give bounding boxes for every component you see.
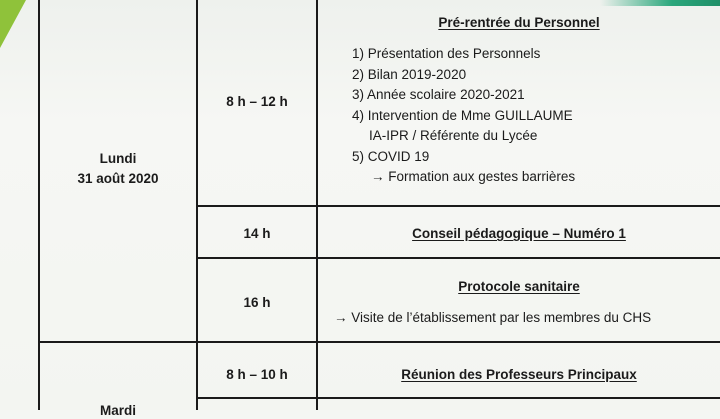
row-4-title: Réunion des Professeurs Principaux xyxy=(401,367,637,382)
row-divider-1 xyxy=(196,205,720,207)
row-1-agenda-list xyxy=(352,44,575,188)
date-label: 31 août 2020 xyxy=(77,171,159,186)
green-corner-decoration xyxy=(0,0,26,48)
row-2-title: Conseil pédagogique – Numéro 1 xyxy=(412,226,626,241)
agenda-item: 5) COVID 19 xyxy=(352,148,430,164)
agenda-item: 4) Intervention de Mme GUILLAUME xyxy=(352,107,573,123)
row-3-time: 16 h xyxy=(243,295,271,310)
row-3-title: Protocole sanitaire xyxy=(458,279,580,294)
row-2-time: 14 h xyxy=(243,226,271,241)
next-day-label: Mardi xyxy=(99,403,136,418)
agenda-item: 1) Présentation des Personnels xyxy=(352,46,541,61)
row-divider-4 xyxy=(196,397,720,399)
row-4-time: 8 h – 10 h xyxy=(226,367,288,382)
row-1-title: Pré-rentrée du Personnel xyxy=(438,15,600,30)
agenda-item: 2) Bilan 2019-2020 xyxy=(352,66,467,82)
agenda-item: IA-IPR / Référente du Lycée xyxy=(369,128,538,143)
teal-corner-decoration xyxy=(600,0,720,6)
row-divider-3 xyxy=(38,341,720,343)
row-1-time: 8 h – 12 h xyxy=(226,94,288,109)
day-label: Lundi xyxy=(99,151,137,166)
agenda-subitem: → Formation aux gestes barrières xyxy=(371,169,576,184)
table-left-border xyxy=(38,0,40,410)
agenda-item: 3) Année scolaire 2020-2021 xyxy=(352,87,525,102)
row-3-detail: → Visite de l’établissement par les membres du CHS xyxy=(334,310,652,325)
row-divider-2 xyxy=(196,257,720,259)
